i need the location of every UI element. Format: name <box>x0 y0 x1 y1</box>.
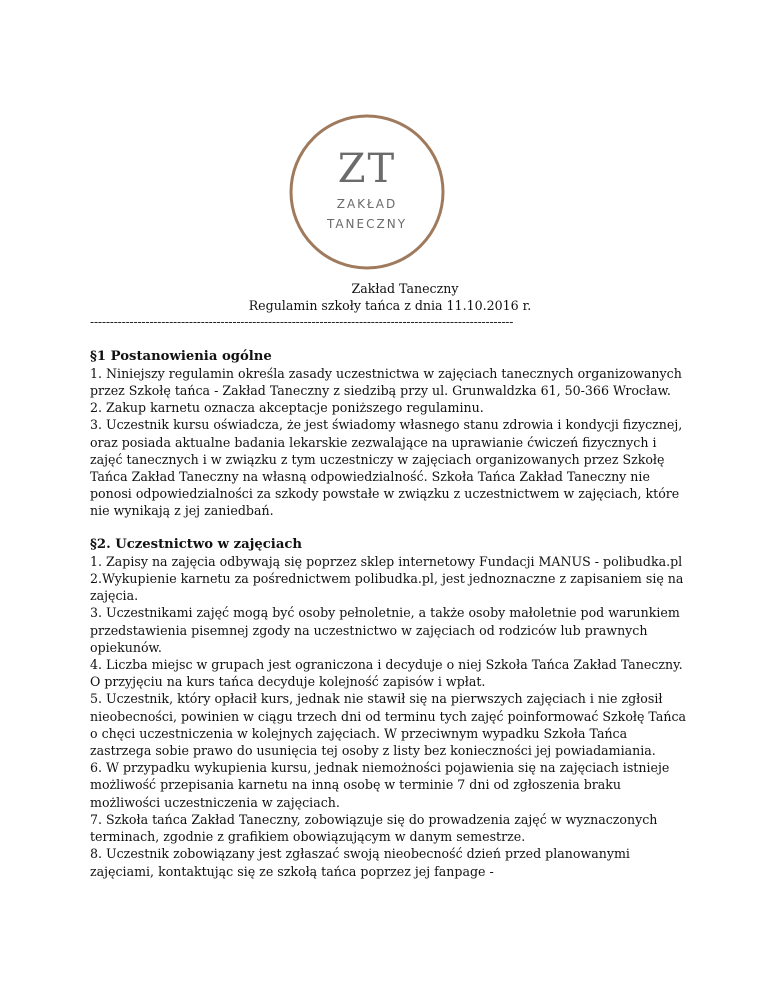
logo-emblem <box>287 112 447 272</box>
paragraph: 1. Zapisy na zajęcia odbywają się poprzez sklep internetowy Fundacji MANUS - polibudka.pl <box>90 553 683 569</box>
document-title: Zakład Taneczny <box>351 281 459 296</box>
paragraph: 3. Uczestnikami zajęć mogą być osoby pełnoletnie, a także osoby małoletnie pod warunkiem przedstawienia pisemnej zgody na uczestnictwo w zajęciach od rodziców lub prawnych opiekunów. <box>90 605 680 655</box>
paragraph: 2.Wykupienie karnetu za pośrednictwem polibudka.pl, jest jednoznaczne z zapisaniem się na zajęcia. <box>90 571 684 604</box>
divider-line: ----------------------------------------------------------------------------------------------------------- <box>90 315 514 330</box>
logo <box>287 112 447 272</box>
section-title: §1 Postanowienia ogólne <box>90 348 272 364</box>
logo-line2: TANECZNY <box>326 217 408 231</box>
paragraph: 6. W przypadku wykupienia kursu, jednak niemożności pojawienia się na zajęciach istnieje możliwość przepisania karnetu na inną osobę w terminie 7 dni od zgłoszenia braku możliwości uczestniczenia w zajęciach. <box>90 760 670 810</box>
paragraph: 5. Uczestnik, który opłacił kurs, jednak nie stawił się na pierwszych zajęciach i nie zgłosił nieobecności, powinien w ciągu trzech dni od terminu tych zajęć poinformować Szkołę Tańca o chęci uczestniczenia w kolejnych zajęciach. W przeciwnym wypadku Szkoła Tańca zastrzega sobie prawo do usunięcia tej osoby z listy bez konieczności jej powiadamiania. <box>90 691 687 759</box>
paragraph: 2. Zakup karnetu oznacza akceptacje poniższego regulaminu. <box>90 400 484 416</box>
logo-ring <box>291 116 443 268</box>
paragraph: 7. Szkoła tańca Zakład Taneczny, zobowiązuje się do prowadzenia zajęć w wyznaczonych terminach, zgodnie z grafikiem obowiązującym w danym semestrze. <box>90 811 658 845</box>
section-title: §2. Uczestnictwo w zajęciach <box>90 536 302 552</box>
logo-line1: ZAKŁAD <box>336 197 398 211</box>
paragraph: 1. Niniejszy regulamin określa zasady uczestnictwa w zajęciach tanecznych organizowanych przez Szkołę tańca - Zakład Taneczny z siedzibą przy ul. Grunwaldzka 61, 50-366 Wrocław. <box>90 365 682 399</box>
document-body <box>90 280 690 880</box>
section-1 <box>90 348 690 520</box>
paragraph: 8. Uczestnik zobowiązany jest zgłaszać swoją nieobecność dzień przed planowanymi zajęciami, kontaktując się ze szkołą tańca poprzez jej fanpage - <box>90 846 630 879</box>
paragraph: 4. Liczba miejsc w grupach jest ograniczona i decyduje o niej Szkoła Tańca Zakład Taneczny. O przyjęciu na kurs tańca decyduje kolejność zapisów i wpłat. <box>90 657 683 690</box>
logo-monogram: ZT <box>337 146 397 192</box>
section-2 <box>90 536 690 880</box>
document-subtitle: Regulamin szkoły tańca z dnia 11.10.2016 r. <box>248 298 532 314</box>
paragraph: 3. Uczestnik kursu oświadcza, że jest świadomy własnego stanu zdrowia i kondycji fizycznej, oraz posiada aktualne badania lekarskie zezwalające na uprawianie ćwiczeń fizycznych i zajęć tanecznych i w związku z tym uczestniczy w zajęciach organizowanych przez Szkołę Tańca Zakład Taneczny na własną odpowiedzialność. Szkoła Tańca Zakład Taneczny nie ponosi odpowiedzialności za szkody powstałe w związku z uczestnictwem w zajęciach, które nie wynikają z jej zaniedbań. <box>90 417 683 519</box>
